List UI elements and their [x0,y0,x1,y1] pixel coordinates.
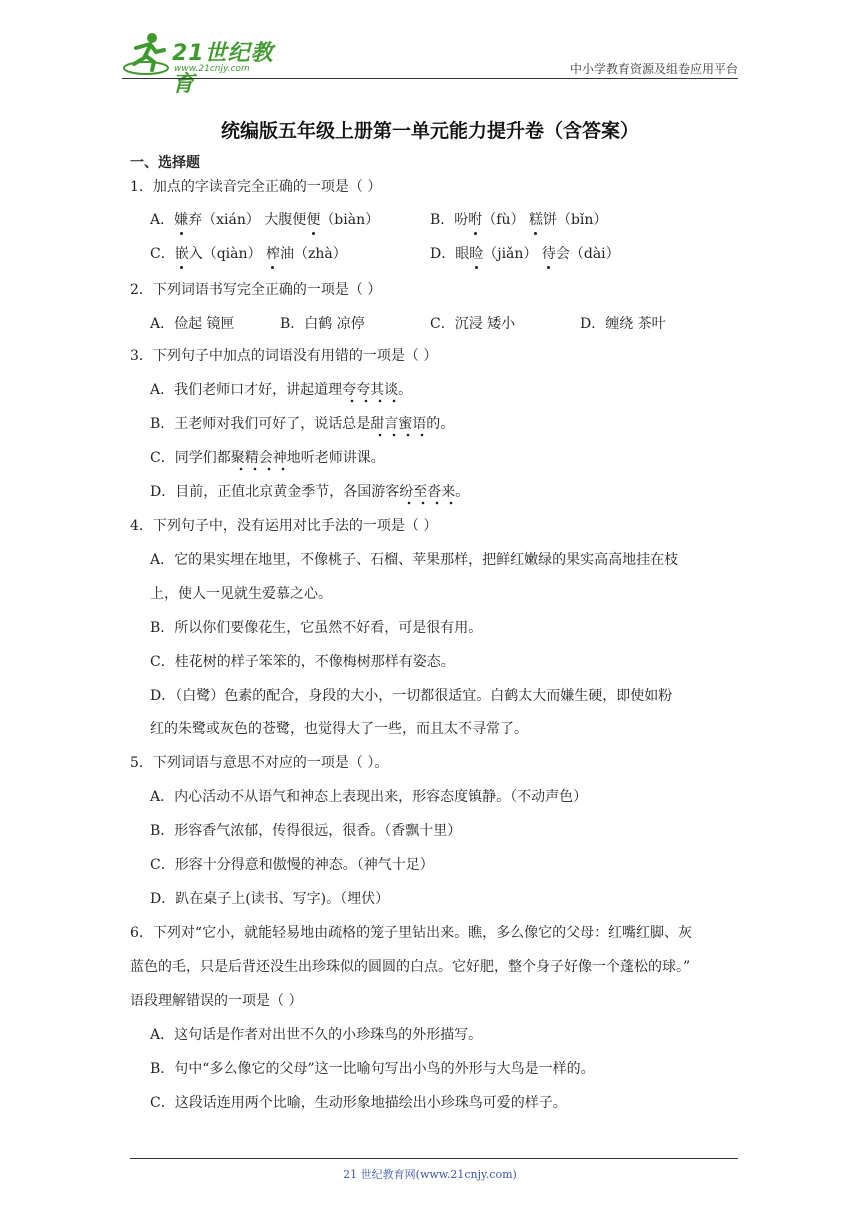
opt-text: 地听老师讲课。 [286,450,385,466]
opt-text: 会（dài） [555,246,620,262]
section-heading: 一、选择题 [130,155,200,171]
opt-text: （fù） [482,212,529,228]
opt-text: 入（qiàn） [188,246,266,262]
q6-stem-line3: 语段理解错误的一项是（ ） [130,993,303,1009]
dotted-char: 榨 [265,246,280,262]
dotted-char: 睑 [469,246,484,262]
logo-url: www.21cnjy.com [174,64,250,74]
opt-text: B．吩 [430,212,469,228]
q3-stem: 3．下列句子中加点的词语没有用错的一项是（ ） [130,348,438,364]
opt-text: C． [150,246,175,262]
q5-stem: 5．下列词语与意思不对应的一项是（ ）。 [130,755,389,771]
opt-text: 弃（xián） 大腹便 [188,212,307,228]
q1-option-b[interactable] [430,210,607,230]
logo-text: 21世纪教育 [172,41,274,97]
q6-stem-line2: 蓝色的毛，只是后背还没生出珍珠似的圆圆的白点。它好肥，整个身子好像一个蓬松的球。” [130,959,691,975]
dotted-char: 便 [306,212,321,228]
q6-option-b[interactable]: B．句中“多么像它的父母”这一比喻句写出小鸟的外形与大鸟是一样的。 [150,1061,595,1077]
q4-option-a-cont: 上，使人一见就生爱慕之心。 [150,586,332,602]
q5-option-c[interactable]: C．形容十分得意和傲慢的神态。（神气十足） [150,857,434,873]
q2-option-a[interactable]: A．俭起 镜匣 [150,316,235,332]
opt-text: C．同学们都 [150,450,231,466]
dotted-char: 待 [541,246,556,262]
footer-text[interactable]: 21 世纪教育网(www.21cnjy.com) [343,1168,517,1181]
opt-text: （jiǎn） [483,246,542,262]
q1-option-d[interactable] [430,244,620,264]
opt-text: D．眼 [430,246,470,262]
q4-stem: 4．下列句子中，没有运用对比手法的一项是（ ） [130,518,438,534]
dotted-char: 糕 [528,212,543,228]
q4-option-b[interactable]: B．所以你们要像花生，它虽然不好看，可是很有用。 [150,620,483,636]
dotted-word: 甜言蜜语 [370,416,426,437]
opt-text: A． [150,212,175,228]
q2-option-c[interactable]: C．沉浸 矮小 [430,316,516,332]
page-title: 统编版五年级上册第一单元能力提升卷（含答案） [220,120,639,142]
dotted-word: 纷至沓来 [399,484,455,505]
q5-option-d[interactable]: D．趴在桌子上(读书、写字)。（埋伏） [150,891,390,907]
q3-option-b[interactable] [150,414,454,434]
q2-option-d[interactable]: D．缠绕 茶叶 [580,316,666,332]
runner-logo-icon [122,30,170,76]
page-header [122,30,738,97]
q4-option-d-cont: 红的朱鹭或灰色的苍鹭，也觉得大了一些，而且太不寻常了。 [150,721,528,737]
opt-text: B．王老师对我们可好了，说话总是 [150,416,371,432]
platform-name: 中小学教育资源及组卷应用平台 [569,62,738,76]
q2-stem: 2．下列词语书写完全正确的一项是（ ） [130,282,382,298]
dotted-word: 聚精会神 [231,450,287,471]
q6-option-c[interactable]: C．这段话连用两个比喻，生动形象地描绘出小珍珠鸟可爱的样子。 [150,1095,567,1111]
opt-text: 的。 [426,416,455,432]
site-logo[interactable] [122,30,292,97]
dotted-char: 嫌 [174,212,189,228]
q4-option-a[interactable]: A．它的果实埋在地里，不像桃子、石榴、苹果那样，把鲜红嫩绿的果实高高地挂在枝 [150,552,679,568]
dotted-char: 咐 [468,212,483,228]
footer-divider [130,1158,738,1159]
q4-option-d[interactable]: D．（白鹭）色素的配合，身段的大小，一切都很适宜。白鹤太大而嫌生硬，即使如粉 [150,688,673,704]
q6-stem-line1: 6．下列对“它小，就能轻易地由疏格的笼子里钻出来。瞧，多么像它的父母：红嘴红脚、灰 [130,925,693,941]
q4-option-c[interactable]: C．桂花树的样子笨笨的，不像梅树那样有姿态。 [150,654,455,670]
opt-text: A．我们老师口才好，讲起道理 [150,382,343,398]
opt-text: 饼（bǐn） [542,212,608,228]
q1-option-c[interactable] [150,244,347,264]
opt-text: 油（zhà） [279,246,347,262]
opt-text: （biàn） [320,212,380,228]
q1-option-a[interactable] [150,210,379,230]
q6-option-a[interactable]: A．这句话是作者对出世不久的小珍珠鸟的外形描写。 [150,1027,483,1043]
q3-option-c[interactable] [150,448,385,468]
opt-text: 。 [455,484,470,500]
q3-option-a[interactable] [150,380,412,400]
q5-option-a[interactable]: A．内心活动不从语气和神态上表现出来，形容态度镇静。（不动声色） [150,789,588,805]
dotted-word: 夸夸其谈 [342,382,398,403]
q2-option-b[interactable]: B．白鹤 凉停 [280,316,365,332]
q1-stem: 1．加点的字读音完全正确的一项是（ ） [130,179,382,195]
q3-option-d[interactable] [150,482,469,502]
opt-text: D．目前，正值北京黄金季节，各国游客 [150,484,400,500]
dotted-char: 嵌 [174,246,189,262]
opt-text: 。 [398,382,413,398]
header-divider [122,78,738,79]
q5-option-b[interactable]: B．形容香气浓郁，传得很远，很香。（香飘十里） [150,823,462,839]
